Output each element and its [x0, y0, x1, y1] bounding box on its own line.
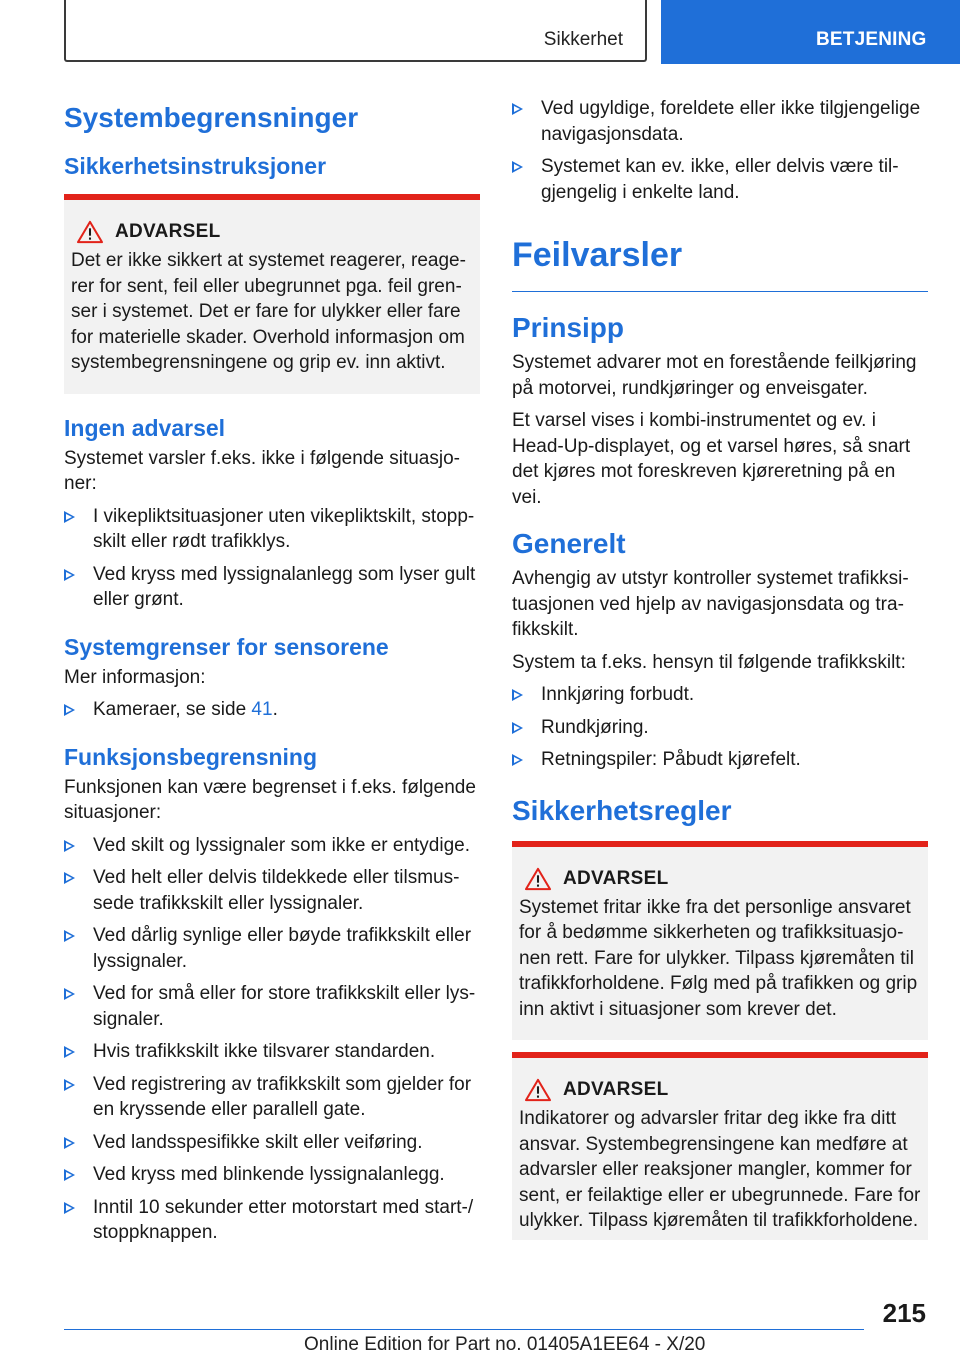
principle-paragraph-1: Systemet advarer mot en forestående feilkjøring på motorvei, rundkjøringer og enveisgater. [512, 352, 917, 399]
list-item: Ved kryss med blinkende lyssignalanlegg. [64, 1162, 480, 1188]
warning-triangle-icon [523, 867, 553, 891]
list-item: Ved kryss med lyssignalanlegg som lyser gult eller grønt. [64, 562, 480, 613]
general-heading: Generelt [512, 528, 626, 559]
bullet-triangle-icon [512, 754, 523, 766]
warning-box [512, 1052, 928, 1240]
page-number: 215 [882, 1298, 926, 1328]
principle-paragraph-2: Et varsel vises i kombi-instrumentet og ev. i Head-Up-displayet, og et varsel høres, så snart det kjøres mot foreskreven kjøreretning på en vei. [512, 410, 911, 508]
list-item: Hvis trafikkskilt ikke tilsvarer standarden. [64, 1039, 480, 1065]
bullet-triangle-icon [64, 569, 75, 581]
list-item: Retningspiler: Påbudt kjørefelt. [512, 747, 928, 773]
safety-rules-heading: Sikkerhetsregler [512, 794, 732, 826]
bullet-triangle-icon [64, 1079, 75, 1091]
header-section-title: Sikkerhet [543, 29, 623, 50]
bullet-triangle-icon [512, 103, 523, 115]
header-chapter-tab[interactable] [661, 0, 960, 64]
warning-text: Systemet fritar ikke fra det personlige ansvaret for å bedømme sikkerheten og trafikksituasjonen rett. Fare for ulykker. Tilpass kjøremåten til trafikkforholdene. Følg med på trafikken og grip inn aktivt i situasjoner som krever det. [519, 896, 918, 1020]
list-item: Ved skilt og lyssignaler som ikke er entydige. [64, 833, 480, 859]
safety-instructions-heading: Sikkerhetsinstruksjoner [64, 153, 327, 179]
list-item: Inntil 10 sekunder etter motorstart med start-/ stoppknappen. [64, 1195, 480, 1246]
bullet-triangle-icon [64, 704, 75, 716]
right-column [512, 96, 928, 1244]
sensor-limits-list [64, 697, 480, 723]
warning-title: ADVARSEL [115, 221, 221, 242]
list-item: Kameraer, se side 41. [64, 697, 480, 723]
list-item: Innkjøring forbudt. [512, 682, 928, 708]
function-limits-intro: Funksjonen kan være begrenset i f.eks. følgende situasjoner: [64, 776, 476, 823]
warning-box [512, 841, 928, 1041]
no-warning-intro: Systemet varsler f.eks. ikke i følgende situasjoner: [64, 447, 460, 494]
bullet-triangle-icon [64, 840, 75, 852]
list-item: Ved landsspesifikke skilt eller veiføring. [64, 1130, 480, 1156]
bullet-triangle-icon [512, 689, 523, 701]
warning-triangle-icon [75, 220, 105, 244]
page-reference-link[interactable]: 41 [251, 699, 273, 720]
header-chapter-label: BETJENING [816, 29, 927, 50]
principle-heading: Prinsipp [512, 312, 625, 343]
list-item: Ved registrering av trafikkskilt som gjelder for en kryssende eller parallell gate. [64, 1072, 480, 1123]
warning-text: Det er ikke sikkert at systemet reagerer, reagerer for sent, feil eller ubegrunnet pga. feil grenser i systemet. Det er fare for ulykker eller fare for materielle skader. Overhold informasjon om systembegrensningene og grip ev. inn aktivt. [71, 250, 466, 373]
list-item: Systemet kan ev. ikke, eller delvis være tilgjengelig i enkelte land. [512, 154, 928, 205]
bullet-triangle-icon [64, 988, 75, 1000]
warning-triangle-icon [523, 1078, 553, 1102]
bullet-triangle-icon [64, 511, 75, 523]
section-title: Systembegrensninger [64, 102, 359, 133]
function-limits-list [64, 833, 480, 1246]
error-warnings-title: Feilvarsler [512, 227, 928, 292]
warning-title: ADVARSEL [563, 1079, 669, 1100]
bullet-triangle-icon [64, 1169, 75, 1181]
bullet-triangle-icon [64, 1137, 75, 1149]
list-item: Rundkjøring. [512, 715, 928, 741]
list-item: Ved ugyldige, foreldete eller ikke tilgjengelige navigasjonsdata. [512, 96, 928, 147]
header-section-frame [64, 0, 647, 62]
continued-function-limits-list [512, 96, 928, 205]
sensor-limits-intro: Mer informasjon: [64, 666, 206, 688]
no-warning-heading: Ingen advarsel [64, 414, 226, 441]
function-limits-heading: Funksjonsbegrensning [64, 743, 318, 770]
general-paragraph-2: System ta f.eks. hensyn til følgende trafikkskilt: [512, 651, 906, 673]
footer-edition-text: Online Edition for Part no. 01405A1EE64 - X/20 [304, 1334, 706, 1355]
bullet-triangle-icon [512, 161, 523, 173]
bullet-triangle-icon [64, 1202, 75, 1214]
traffic-signs-list [512, 682, 928, 773]
general-paragraph-1: Avhengig av utstyr kontroller systemet trafikksituasjonen ved hjelp av navigasjonsdata og trafikkskilt. [512, 568, 909, 640]
sensor-limits-heading: Systemgrenser for sensorene [64, 633, 389, 660]
no-warning-list [64, 504, 480, 613]
bullet-triangle-icon [64, 930, 75, 942]
list-item: I vikepliktsituasjoner uten vikepliktskilt, stoppskilt eller rødt trafikklys. [64, 504, 480, 555]
warning-text: Indikatorer og advarsler fritar deg ikke fra ditt ansvar. Systembegrensingene kan medføre at advarsler eller reaksjoner mangler, kommer for sent, er feilaktige eller er ubegrunnede. Fare for ulykker. Tilpass kjøremåten til trafikkforholdene. [519, 1108, 921, 1231]
bullet-triangle-icon [64, 1046, 75, 1058]
warning-box [64, 194, 480, 394]
bullet-triangle-icon [64, 872, 75, 884]
warning-title: ADVARSEL [563, 867, 669, 889]
list-item: Ved helt eller delvis tildekkede eller tilsmussede trafikkskilt eller lyssignaler. [64, 865, 480, 916]
left-column [64, 96, 480, 1253]
footer-divider [64, 1329, 864, 1330]
list-item: Ved for små eller for store trafikkskilt eller lyssignaler. [64, 981, 480, 1032]
bullet-triangle-icon [512, 722, 523, 734]
list-item: Ved dårlig synlige eller bøyde trafikkskilt eller lyssignaler. [64, 923, 480, 974]
